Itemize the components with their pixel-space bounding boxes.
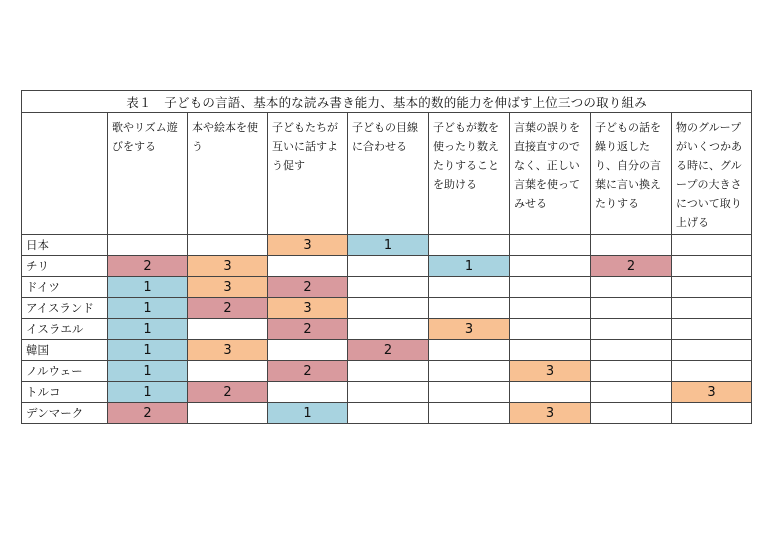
rank-cell: 3 [510, 403, 591, 424]
empty-cell [188, 361, 268, 382]
empty-cell [510, 256, 591, 277]
rank-cell: 1 [348, 235, 429, 256]
empty-cell [188, 235, 268, 256]
rank-cell: 1 [108, 340, 188, 361]
country-name: デンマーク [22, 403, 108, 424]
empty-cell [510, 382, 591, 403]
empty-cell [672, 277, 752, 298]
rank-cell: 2 [188, 382, 268, 403]
empty-cell [429, 298, 510, 319]
empty-cell [108, 235, 188, 256]
rank-cell: 1 [108, 319, 188, 340]
empty-cell [591, 298, 672, 319]
table-row [22, 235, 752, 256]
corner-cell [22, 113, 108, 235]
rank-cell: 2 [268, 277, 348, 298]
rank-cell: 1 [108, 361, 188, 382]
empty-cell [348, 277, 429, 298]
empty-cell [348, 361, 429, 382]
empty-cell [510, 298, 591, 319]
empty-cell [348, 382, 429, 403]
table-caption: 表１ 子どもの言語、基本的な読み書き能力、基本的数的能力を伸ばす上位三つの取り組み [22, 91, 752, 113]
table-row [22, 319, 752, 340]
country-name: チリ [22, 256, 108, 277]
empty-cell [510, 319, 591, 340]
empty-cell [429, 235, 510, 256]
rank-cell: 2 [188, 298, 268, 319]
rank-cell: 3 [268, 298, 348, 319]
column-header: 本や絵本を使う [188, 113, 268, 235]
empty-cell [591, 235, 672, 256]
table-row [22, 256, 752, 277]
empty-cell [672, 403, 752, 424]
empty-cell [591, 340, 672, 361]
empty-cell [429, 340, 510, 361]
table-row [22, 277, 752, 298]
empty-cell [268, 256, 348, 277]
table-row [22, 403, 752, 424]
empty-cell [348, 256, 429, 277]
country-name: イスラエル [22, 319, 108, 340]
column-header: 子どもの話を繰り返したり、自分の言葉に言い換えたりする [591, 113, 672, 235]
empty-cell [672, 361, 752, 382]
empty-cell [188, 319, 268, 340]
rank-cell: 2 [108, 403, 188, 424]
rank-cell: 2 [268, 361, 348, 382]
rank-cell: 3 [268, 235, 348, 256]
empty-cell [510, 340, 591, 361]
empty-cell [672, 235, 752, 256]
empty-cell [591, 277, 672, 298]
country-name: 韓国 [22, 340, 108, 361]
empty-cell [429, 361, 510, 382]
empty-cell [429, 382, 510, 403]
empty-cell [672, 298, 752, 319]
empty-cell [348, 298, 429, 319]
rank-cell: 1 [429, 256, 510, 277]
rank-cell: 2 [268, 319, 348, 340]
column-header: 物のグループがいくつかある時に、グループの大きさについて取り上げる [672, 113, 752, 235]
rank-cell: 3 [188, 340, 268, 361]
table-row [22, 298, 752, 319]
empty-cell [510, 277, 591, 298]
rank-cell: 1 [108, 298, 188, 319]
empty-cell [268, 382, 348, 403]
column-header: 言葉の誤りを直接直すのでなく、正しい言葉を使ってみせる [510, 113, 591, 235]
rank-cell: 3 [510, 361, 591, 382]
empty-cell [268, 340, 348, 361]
empty-cell [672, 256, 752, 277]
rank-cell: 1 [108, 277, 188, 298]
country-name: ノルウェー [22, 361, 108, 382]
rank-cell: 2 [348, 340, 429, 361]
rank-cell: 3 [188, 277, 268, 298]
empty-cell [429, 403, 510, 424]
empty-cell [348, 403, 429, 424]
ranking-table-wrapper [21, 90, 751, 424]
table-row [22, 340, 752, 361]
empty-cell [672, 319, 752, 340]
caption-row [22, 91, 752, 113]
rank-cell: 2 [108, 256, 188, 277]
empty-cell [672, 340, 752, 361]
table-row [22, 361, 752, 382]
empty-cell [591, 361, 672, 382]
column-header-row [22, 113, 752, 235]
rank-cell: 3 [672, 382, 752, 403]
empty-cell [348, 319, 429, 340]
empty-cell [510, 235, 591, 256]
empty-cell [591, 382, 672, 403]
table-body [22, 235, 752, 424]
table-row [22, 382, 752, 403]
rank-cell: 3 [188, 256, 268, 277]
column-header: 歌やリズム遊びをする [108, 113, 188, 235]
rank-cell: 1 [268, 403, 348, 424]
rank-cell: 2 [591, 256, 672, 277]
rank-cell: 3 [429, 319, 510, 340]
empty-cell [429, 277, 510, 298]
empty-cell [188, 403, 268, 424]
country-name: 日本 [22, 235, 108, 256]
empty-cell [591, 319, 672, 340]
ranking-table [21, 90, 752, 424]
country-name: トルコ [22, 382, 108, 403]
empty-cell [591, 403, 672, 424]
country-name: アイスランド [22, 298, 108, 319]
rank-cell: 1 [108, 382, 188, 403]
column-header: 子どもが数を使ったり数えたりすることを助ける [429, 113, 510, 235]
column-header: 子どもたちが互いに話すよう促す [268, 113, 348, 235]
country-name: ドイツ [22, 277, 108, 298]
column-header: 子どもの目線に合わせる [348, 113, 429, 235]
